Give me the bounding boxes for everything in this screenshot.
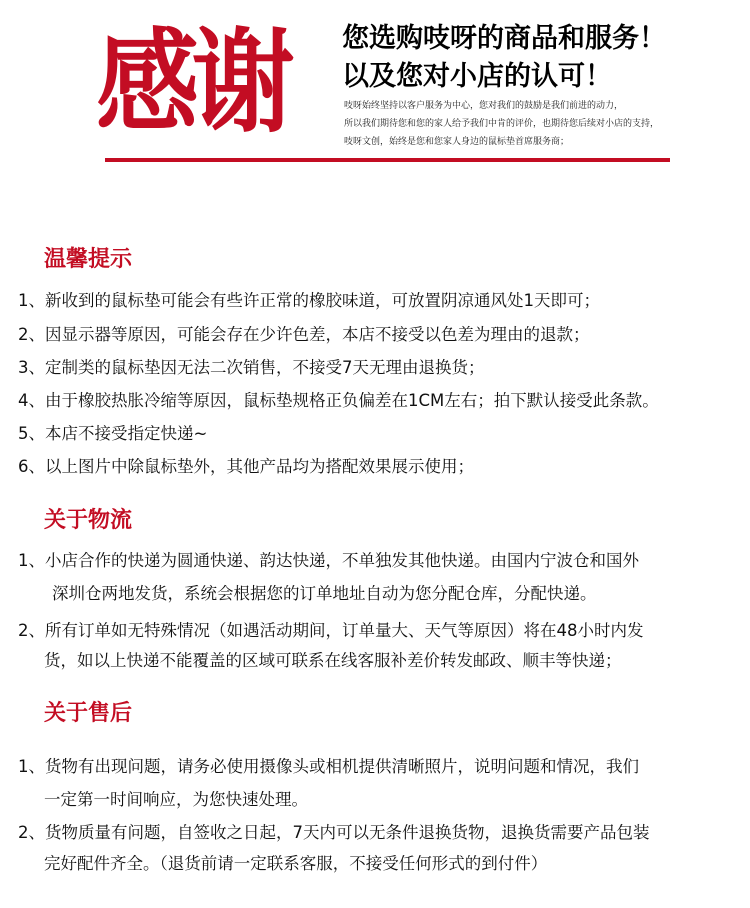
section-title-tips: 温馨提示 (44, 247, 133, 272)
big-title: 感谢 (96, 18, 288, 148)
tips-item: 2、因显示器等原因，可能会存在少许色差，本店不接受以色差为理由的退款； (18, 325, 590, 344)
logistics-item-1-cont: 深圳仓两地发货，系统会根据您的订单地址自动为您分配仓库，分配快递。 (52, 584, 597, 603)
tips-item: 3、定制类的鼠标垫因无法二次销售，不接受7天无理由退换货； (18, 358, 485, 377)
headline-line-1: 您选购吱呀的商品和服务！ (342, 23, 666, 54)
banner-note (344, 97, 659, 151)
banner-note-line: 所以我们期待您和您的家人给予我们中肯的评价，也期待您后续对小店的支持， (344, 119, 660, 129)
tips-item: 1、新收到的鼠标垫可能会有些许正常的橡胶味道，可放置阴凉通风处1天即可； (18, 291, 600, 310)
tips-item: 6、以上图片中除鼠标垫外，其他产品均为搭配效果展示使用； (18, 457, 474, 476)
logistics-item-1: 1、小店合作的快递为圆通快递、韵达快递，不单独发其他快递。由国内宁波仓和国外 (18, 551, 639, 570)
thank-you-banner (0, 0, 750, 170)
logistics-item-2-cont: 货，如以上快递不能覆盖的区域可联系在线客服补差价转发邮政、顺丰等快递； (44, 651, 622, 670)
aftersales-item-1-cont: 一定第一时间响应，为您快速处理。 (44, 790, 308, 809)
banner-divider (105, 158, 670, 162)
banner-note-line: 吱呀始终坚持以客户服务为中心，您对我们的鼓励是我们前进的动力， (344, 101, 624, 111)
aftersales-item-1: 1、货物有出现问题，请务必使用摄像头或相机提供清晰照片，说明问题和情况，我们 (18, 757, 639, 776)
tips-item: 4、由于橡胶热胀冷缩等原因，鼠标垫规格正负偏差在1CM左右；拍下默认接受此条款。 (18, 391, 659, 410)
section-title-logistics: 关于物流 (44, 508, 133, 533)
headline-line-2: 以及您对小店的认可！ (342, 61, 612, 92)
tips-item: 5、本店不接受指定快递~ (18, 424, 208, 443)
aftersales-item-2-cont: 完好配件齐全。（退货前请一定联系客服，不接受任何形式的到付件） (44, 854, 548, 873)
logistics-item-2: 2、所有订单如无特殊情况（如遇活动期间，订单量大、天气等原因）将在48小时内发 (18, 621, 644, 640)
banner-note-line: 吱呀文创，始终是您和您家人身边的鼠标垫首席服务商； (344, 137, 570, 147)
aftersales-item-2: 2、货物质量有问题，自签收之日起，7天内可以无条件退换货物，退换货需要产品包装 (18, 823, 650, 842)
section-title-aftersales: 关于售后 (44, 701, 133, 726)
